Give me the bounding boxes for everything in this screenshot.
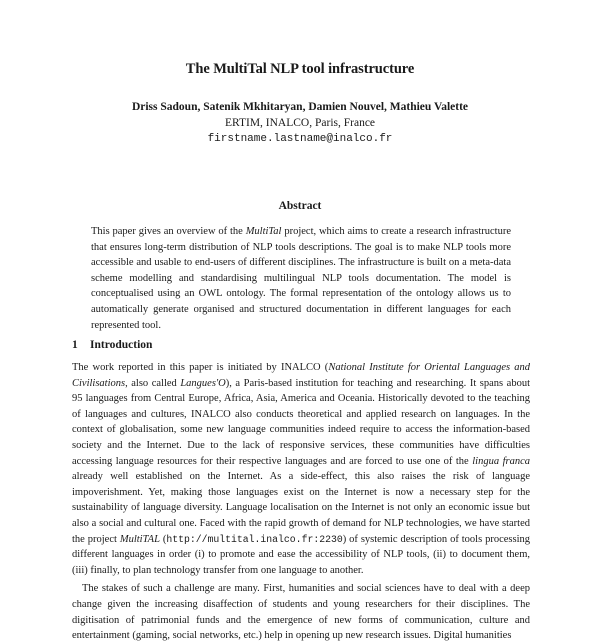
lingua-franca-term: lingua franca (472, 455, 530, 467)
body-text: already well established on the Internet. As a side-effect, this also raises the risk of language impoverishment. Yet, making those languages exist on the Internet is now a necessary step for the sustainability of language diversity. Language localisation on the Internet is not only an economic issue but also a social and cultural one. Faced with the rapid growth of demand for NLP technologies, we have started the project (72, 471, 530, 545)
body-text: ) of systemic description of tools processing different languages in order (i) to promote and ease the accessibility of NLP tools, (ii) to document them, (iii) finally, to plan technology transfer from one language to another. (72, 533, 531, 576)
body-text: ( (159, 533, 167, 545)
abstract-body (91, 224, 511, 333)
body-text: The work reported in this paper is initiated by INALCO ( (72, 362, 329, 373)
affiliation: ERTIM, INALCO, Paris, France (224, 117, 376, 129)
author-list: Driss Sadoun, Satenik Mkhitaryan, Damien Nouvel, Mathieu Valette (131, 101, 469, 113)
paragraph: The stakes of such a challenge are many. First, humanities and social sciences have to deal with a deep change given the increasing disaffection of students and young researchers for their disciplines. The digitisation of patrimonial funds and the emergence of new forms of communication, culture and entertainment (gaming, social networks, etc.) help in opening up new research issues. Digital humanities (72, 583, 530, 642)
langues-o-name: Langues'O (180, 377, 226, 389)
multital-project-name: MultiTAL (119, 533, 160, 545)
abstract-text: This paper gives an overview of the (91, 226, 246, 237)
abstract-text: project, which aims to create a research infrastructure that ensures long-term distribution of NLP tools descriptions. The goal is to make NLP tools more accessible and usable to end-users of different disciplines. The infrastructure is built on a meta-data scheme modelling and standardising multilingual NLP tools documentation. The model is conceptualised using an OWL ontology. The formal representation of the ontology allows us to automatically generate organised and structured documentation in different languages for each represented tool. (91, 226, 511, 331)
project-name: MultiTal (245, 226, 282, 237)
paragraph (72, 360, 530, 578)
body-text: , also called (125, 377, 181, 389)
project-url: http://multital.inalco.fr:2230 (166, 533, 343, 545)
section-number: 1 (72, 339, 78, 351)
inalco-full-name: National Institute for Oriental Languages and Civilisations (72, 362, 530, 389)
section-title: Introduction (90, 339, 153, 351)
paper-title: The MultiTal NLP tool infrastructure (185, 61, 415, 77)
abstract-heading: Abstract (278, 200, 322, 212)
contact-email: firstname.lastname@inalco.fr (207, 133, 393, 145)
introduction-body (72, 360, 530, 644)
section-heading (72, 339, 152, 351)
body-text: ), a Paris-based institution for teaching and researching. It spans about 95 languages from Central Europe, Africa, Asia, America and Oceania. Historically devoted to the teaching of languages and cultures, INALCO also conducts theoretical and applied research on languages. In the context of globalisation, some new language communities indeed require to access the information-based society and the Internet. Due to the lack of responsive services, these communities have difficulties accessing language resources for their respective languages and are forced to use one of the (72, 377, 530, 467)
